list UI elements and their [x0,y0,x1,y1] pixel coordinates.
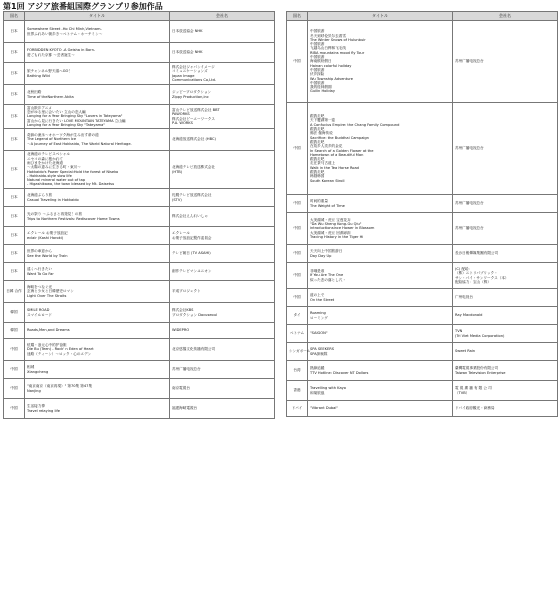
company-line: 臺灣電視事業股份有限公司 [455,366,499,371]
title-line: 冬天到呼伦贝尔去看雪 [310,33,346,38]
title-line: Somewhere Street -Ho Chi Minh,Vietnam- [27,27,102,32]
header-title: タイトル [25,12,170,21]
title-line: 跟我走吧 [310,139,325,144]
company-line: P.A. WORKS [172,120,193,125]
title-cell [308,343,453,361]
title-line: 跟我走吧 [310,157,325,162]
company-line: ドバイ政府観光・商務局 [455,406,495,411]
table-header-row [287,12,558,21]
title-cell [308,361,453,381]
title-line: SPA SEEKERS [310,347,335,352]
title-cell [308,325,453,343]
title-line: 恋がゆる里に会いたい 立山の恋人編 [27,110,86,115]
country-cell: タイ [287,307,308,325]
company-cell [453,103,558,195]
title-line: Trips to Northern Festivals: Rediscover Home Towns [27,216,120,221]
company-cell [453,21,558,103]
header-company: 会社名 [170,12,275,21]
title-line: Natural mineral water out of tap [27,178,86,183]
title-line: Time of theNorthern Akita [27,94,74,99]
country-cell: 日本 [4,245,25,263]
company-cell [453,195,558,213]
title-line: Walk in the Tea Horse Road [310,165,359,170]
company-line: （株）ニトリパブリック・ [455,271,498,276]
table-row [4,227,275,245]
title-line: 中国旅游 [310,42,325,47]
table-row [287,103,558,195]
company-line: 苏州广播电视总台 [455,226,484,231]
title-line: A Confucius Empire: the Chang Family Compound [310,122,400,127]
company-cell [170,227,275,245]
company-cell [170,189,275,207]
table-header-row [4,12,275,21]
title-cell [308,263,453,289]
title-line: 天天向上中国旅游日 [310,249,343,254]
title-line: 生活接力棒 [27,404,45,409]
title-line: introductionsince Hower in Blossom [310,226,375,231]
title-line: 北海道のテレビスペシャル [27,152,70,157]
title-line: 跟我走吧 [310,169,325,174]
company-line: お菓子放浪記製作委員会 [172,235,212,240]
title-cell [25,129,170,151]
company-line: 株式会社ジャパンイメージ [172,64,215,69]
title-line: 中国旅游 [310,67,325,72]
title-cell [25,263,170,281]
company-line: (HTB) [172,169,183,174]
title-line: 雨ひまをかけた北海道 [27,160,63,165]
table-row [287,195,558,213]
country-cell: 中国 [287,289,308,307]
title-line: 韩剧韩国 [310,174,325,179]
table-row [287,381,558,401]
country-cell: 日本 [4,263,25,281]
title-line: Roads,Men,and Dreams [27,328,70,333]
company-cell [453,325,558,343]
company-line: 苏州广播电视总台 [455,146,484,151]
company-line: TVN [455,329,463,334]
country-cell: 中国 [4,379,25,399]
title-line: Tracing History in the Tiger Hi [310,234,364,239]
company-cell [453,361,558,381]
company-line: (Tri Viet Media Corporation) [455,333,505,338]
company-cell [170,129,275,151]
title-line: Hokkaido's Power Special:Hold the forest of Niseko [27,169,119,174]
title-line: Die Bu (Teen) - Rock' n Eden of Heart [27,347,94,352]
entries-table-left [3,11,275,419]
company-cell [170,105,275,129]
company-cell [170,379,275,399]
title-line: In Search of a Golden Flower at the [310,148,374,153]
entries-table-right-body [287,21,558,417]
country-cell: 日本 [4,207,25,227]
title-line: South Korean Stroll [310,178,345,183]
title-cell [308,245,453,263]
table-row [4,105,275,129]
table-row [4,63,275,85]
country-cell: 日本 [4,105,25,129]
country-cell: 中国 [287,21,308,103]
company-line: 广州电视台 [455,295,473,300]
title-line: スマイルロード [27,312,53,317]
title-line: If You Are The One [310,273,344,278]
title-line: SMILE ROAD [27,308,50,313]
title-line: - Higashikawa, the town blessed by Mt. Daisetsu [27,182,115,187]
table-row [287,343,558,361]
company-line: Japan Image [172,73,195,78]
country-cell: 日本 [4,227,25,245]
country-cell: 中国 [4,361,25,379]
country-cell: 韓国 [4,323,25,339]
title-line: 中国旅游 [310,29,325,34]
table-row [4,339,275,361]
country-cell: 中国 [287,103,308,195]
title-line: SPA探検隊 [310,351,328,356]
title-line: eclair (Kashi Horoki) [27,235,64,240]
title-cell [25,399,170,419]
country-cell: 中国 [287,195,308,213]
title-line: エクレール お菓子放浪記 [27,231,68,236]
title-line: 伏乡探险 [310,72,325,77]
company-line: テレビ朝日 (TV ASAHI) [172,251,211,256]
company-line: 配給協力：宝山（株） [455,279,491,284]
company-cell [170,43,275,63]
company-cell [453,401,558,417]
title-line: 世界の車窓から [27,249,53,254]
title-line: Longing for a Year Bringing Sky "Lovers in Tateyama" [27,114,123,119]
company-line: 株式会社ピーエーワークス [172,116,215,121]
title-line: Wu Township Adventure [310,76,354,81]
company-line: (STV) [172,197,182,202]
title-cell [25,207,170,227]
company-line: 福建海峡電視台 [172,406,198,411]
country-cell: 日本 [4,189,25,207]
table-row [4,207,275,227]
company-line: コミュニケーションズ [172,69,208,74]
title-cell [25,245,170,263]
title-cell [308,381,453,401]
title-line: 北海道ぶらり旅 [27,193,53,198]
title-line: 富山散歩アニメ [27,105,52,110]
country-cell: 日本 [4,43,25,63]
title-line: 相城 [27,365,35,370]
title-line: 似った恋の落とし穴・ [310,277,346,282]
title-line: "SAIGON" [310,331,328,336]
country-cell: ドバイ [287,401,308,417]
title-line: Day Day Up [310,253,332,258]
table-row [4,323,275,339]
company-cell [170,85,275,105]
country-cell: 日本 [4,21,25,43]
company-line: 苏州广播电视总台 [455,59,484,64]
company-cell [170,399,275,419]
table-row [4,399,275,419]
title-line: 遠くへ行きたい [27,267,53,272]
title-line: Xiangcheng [27,369,49,374]
title-line: 北秋田路 [27,90,42,95]
table-row [287,21,558,103]
title-line: Hainan colorful holiday [310,63,352,68]
company-line: 株式会社えんれいしゃ [172,214,208,219]
title-line: 佛法 伽海传说 [310,131,333,136]
company-line: Taiwan Television Enterprise [455,370,506,375]
table-row [4,303,275,323]
company-line: 創作テレビマンユニオン [172,269,212,274]
title-line: Travel relaying life [27,408,60,413]
table-row [287,289,558,307]
title-line: 玄海と少女と日韓歴史ロマン [27,289,74,294]
country-cell: 日本 [4,63,25,85]
title-cell [308,289,453,307]
company-line: WIDEPRO [172,328,190,333]
entries-table-left-body [4,21,275,419]
company-cell [170,303,275,323]
title-line: Hometown of a Beautiful Man [310,152,364,157]
title-line: 炫耀・浪元心中的护奋胆 [27,343,67,348]
country-cell: 中国 [287,245,308,263]
company-line: (C) 配给： [455,266,473,271]
title-line: Light Over The Straits [27,293,67,298]
title-cell [308,103,453,195]
title-line: "Vibrant Dubai" [310,406,339,411]
page-title: 第1回 アジア旅番組国際グランプリ参加作品 [3,2,163,11]
table-row [4,281,275,303]
table-row [4,263,275,281]
table-row [287,263,558,289]
country-cell: 日本 [4,151,25,189]
title-cell [25,379,170,399]
country-cell: 中国 [4,339,25,361]
country-cell: シンガポール [287,343,308,361]
table-row [4,245,275,263]
title-line: 道の上で [310,293,325,298]
title-line: The Weight of Time [310,203,345,208]
title-line: 时间的重量 [310,199,328,204]
country-cell: ベトナム [287,325,308,343]
company-line: 南京電視台 [172,386,190,391]
company-line: 札幌テレビ放送株式会社 [172,193,212,198]
title-cell [25,189,170,207]
title-cell [308,307,453,325]
company-cell [170,361,275,379]
company-line: 長沙日報傳媒集團有限公司 [455,251,499,256]
country-cell: 香港 [287,381,308,401]
title-line: 天下蟹湖第一宴 [310,118,336,123]
title-line: See the World by Train [27,253,68,258]
title-line: Want To Go Far [27,271,54,276]
title-cell [308,401,453,417]
title-line: 迷路（ティーン）～ロック・心のエデン [27,351,92,356]
table-row [4,129,275,151]
country-cell: 韓国 [4,303,25,323]
company-cell [170,281,275,303]
company-line: 苏州广播电视总台 [172,367,201,372]
table-row [287,325,558,343]
company-line: （TVB） [455,390,470,395]
company-line: 富山テレビ放送株式会社 BBT [172,107,220,112]
country-cell: 日本 [4,85,25,105]
title-line: 中国旅游 [310,80,325,85]
table-row [4,379,275,399]
company-line: 平成プロジェクト [172,289,201,294]
title-line: ニセコの森に抱かれて [27,156,63,161]
title-line: ローミング [310,315,328,320]
table-row [287,213,558,245]
title-cell [25,303,170,323]
title-cell [25,63,170,85]
title-cell [25,323,170,339]
country-cell: 日本 [4,129,25,151]
table-row [287,401,558,417]
company-line: 電 視 廣 播 有 限 公 司 [455,386,492,391]
title-line: 熱線追蹤 [310,366,325,371]
title-cell [25,43,170,63]
title-line: 走在茶马古道上 [310,161,336,166]
country-cell: 中国 [287,213,308,245]
title-cell [25,21,170,43]
title-line: 我的桂林假期 [310,85,332,90]
table-row [287,245,558,263]
title-line: Bathing Wild [27,73,50,78]
title-line: 奇跡の流氷～オホーツク海が生み出す命の道 [27,133,99,138]
company-line: ジッピープロダクション [172,90,212,95]
company-cell [453,343,558,361]
table-row [4,361,275,379]
company-line: 日本放送協会 NHK [172,29,203,34]
title-line: 跟我走吧 [310,114,325,119]
company-cell [453,213,558,245]
title-line: 飞越乌山白桦林飞毛线 [310,46,346,51]
company-cell [170,339,275,361]
company-cell [170,323,275,339]
table-row [4,43,275,63]
table-row [287,307,558,325]
title-line: The Winter Snows of Hulunbuir [310,37,366,42]
title-line: ～A Journey of East Hokkaido, The World Natural Heritage. [27,141,132,146]
company-line: 北海道放送株式会社 (HBC) [172,137,216,142]
title-cell [25,105,170,129]
title-cell [25,339,170,361]
company-cell [453,381,558,401]
company-line: 日本放送協会 NHK [172,50,203,55]
title-cell [308,195,453,213]
country-cell: 中国 [4,399,25,419]
title-line: TTV Hotline: Discover NT Dollars [310,370,369,375]
title-line: Travelling with Kayo [310,386,346,391]
title-line: Sacrifice: the Buddhai Campaign [310,135,369,140]
title-line: 海南缤纷假日 [310,59,332,64]
company-line: PAWORKS [172,112,190,117]
company-cell [170,207,275,227]
table-row [4,85,275,105]
title-cell [25,361,170,379]
title-cell [308,21,453,103]
title-line: 在故乡人类乡的金花 [310,144,343,149]
table-row [287,361,558,381]
header-country: 国名 [287,12,308,21]
title-cell [308,213,453,245]
company-line: 北海道テレビ放送株式会社 [172,165,216,170]
company-line: サン・パイ・サンワークス（本） [455,275,509,280]
title-line: On the Street [310,297,335,302]
company-cell [453,307,558,325]
title-line: 非哦是谁 [310,269,325,274]
title-line: Longing for a Year Bringing Sky "Tateyama" [27,122,106,127]
title-line: Nanjing [27,388,41,393]
title-line: RIBA mountains mood fly Tour [310,50,365,55]
title-line: The Legend of Northern Ice [27,137,77,142]
title-line: 世界ふれあい街歩き～ベトナム・ホーチミン～ [27,31,103,36]
title-line: 光の祭り ～ふるさと再発見！の旅 [27,212,83,217]
company-line: Communications Co,Ltd. [172,77,217,82]
country-cell: 日韓 合作 [4,281,25,303]
company-cell [453,289,558,307]
company-cell [170,151,275,189]
company-line: 北京悠揚文化传播有限公司 [172,347,216,352]
company-line: 苏州广播电视总台 [455,201,484,206]
title-line: 中国旅游 [310,55,325,60]
company-line: エクレール [172,231,190,236]
company-cell [453,263,558,289]
title-line: 大美湖城・虎丘 回溯尋踪 [310,230,351,235]
table-row [4,189,275,207]
title-line: 富山から見に行きたい LOVE MOUNTAIN TATEYAMA 立山編 [27,118,126,123]
title-line: "南京南京（南京再現）" 第70集 第47集 [27,384,93,389]
title-cell [25,85,170,105]
title-line: - Hokkaido-style slow life [27,173,72,178]
company-cell [170,263,275,281]
title-line: "Da Wu Sheng Kong-Gu Qiu" [310,222,362,227]
company-cell [170,245,275,263]
header-country: 国名 [4,12,25,21]
title-line: 海峡をつなぐ光 [27,285,53,290]
title-cell [25,227,170,245]
company-line: 株式会社KBS [172,308,194,313]
company-cell [170,21,275,43]
title-line: 遊ごもれた京都 ～芸者誕生～ [27,52,75,57]
company-line: Ray Macdonald [455,313,483,318]
company-cell [170,63,275,85]
header-company: 会社名 [453,12,558,21]
header-title: タイトル [308,12,453,21]
country-cell: 台湾 [287,361,308,381]
title-line: Guilin Holiday [310,89,335,94]
title-cell [25,281,170,303]
company-line: プロダクション Docuseoul [172,312,218,317]
title-line: Roaming [310,311,326,316]
table-row [4,151,275,189]
title-line: 大美湖城・虎丘 宝莲花卉 [310,217,351,222]
title-line: 跟我走吧 [310,127,325,132]
table-row [4,21,275,43]
title-line: ～太陽の恵みに生きる町・東川～ [27,165,81,170]
company-cell [453,245,558,263]
company-line: Zippy Production,inc [172,94,209,99]
company-line: Sweet Rain [455,349,476,354]
title-line: Casual Traveling in Hokkaido [27,197,79,202]
country-cell: 中国 [287,263,308,289]
title-line: 和葉旅風 [310,390,325,395]
title-cell [25,151,170,189]
entries-table-right [286,11,558,417]
title-line: 旅チャンネル野天湯へGO！ [27,69,72,74]
title-line: FORBIDDEN KYOTO -A Geisha in Born- [27,48,96,53]
